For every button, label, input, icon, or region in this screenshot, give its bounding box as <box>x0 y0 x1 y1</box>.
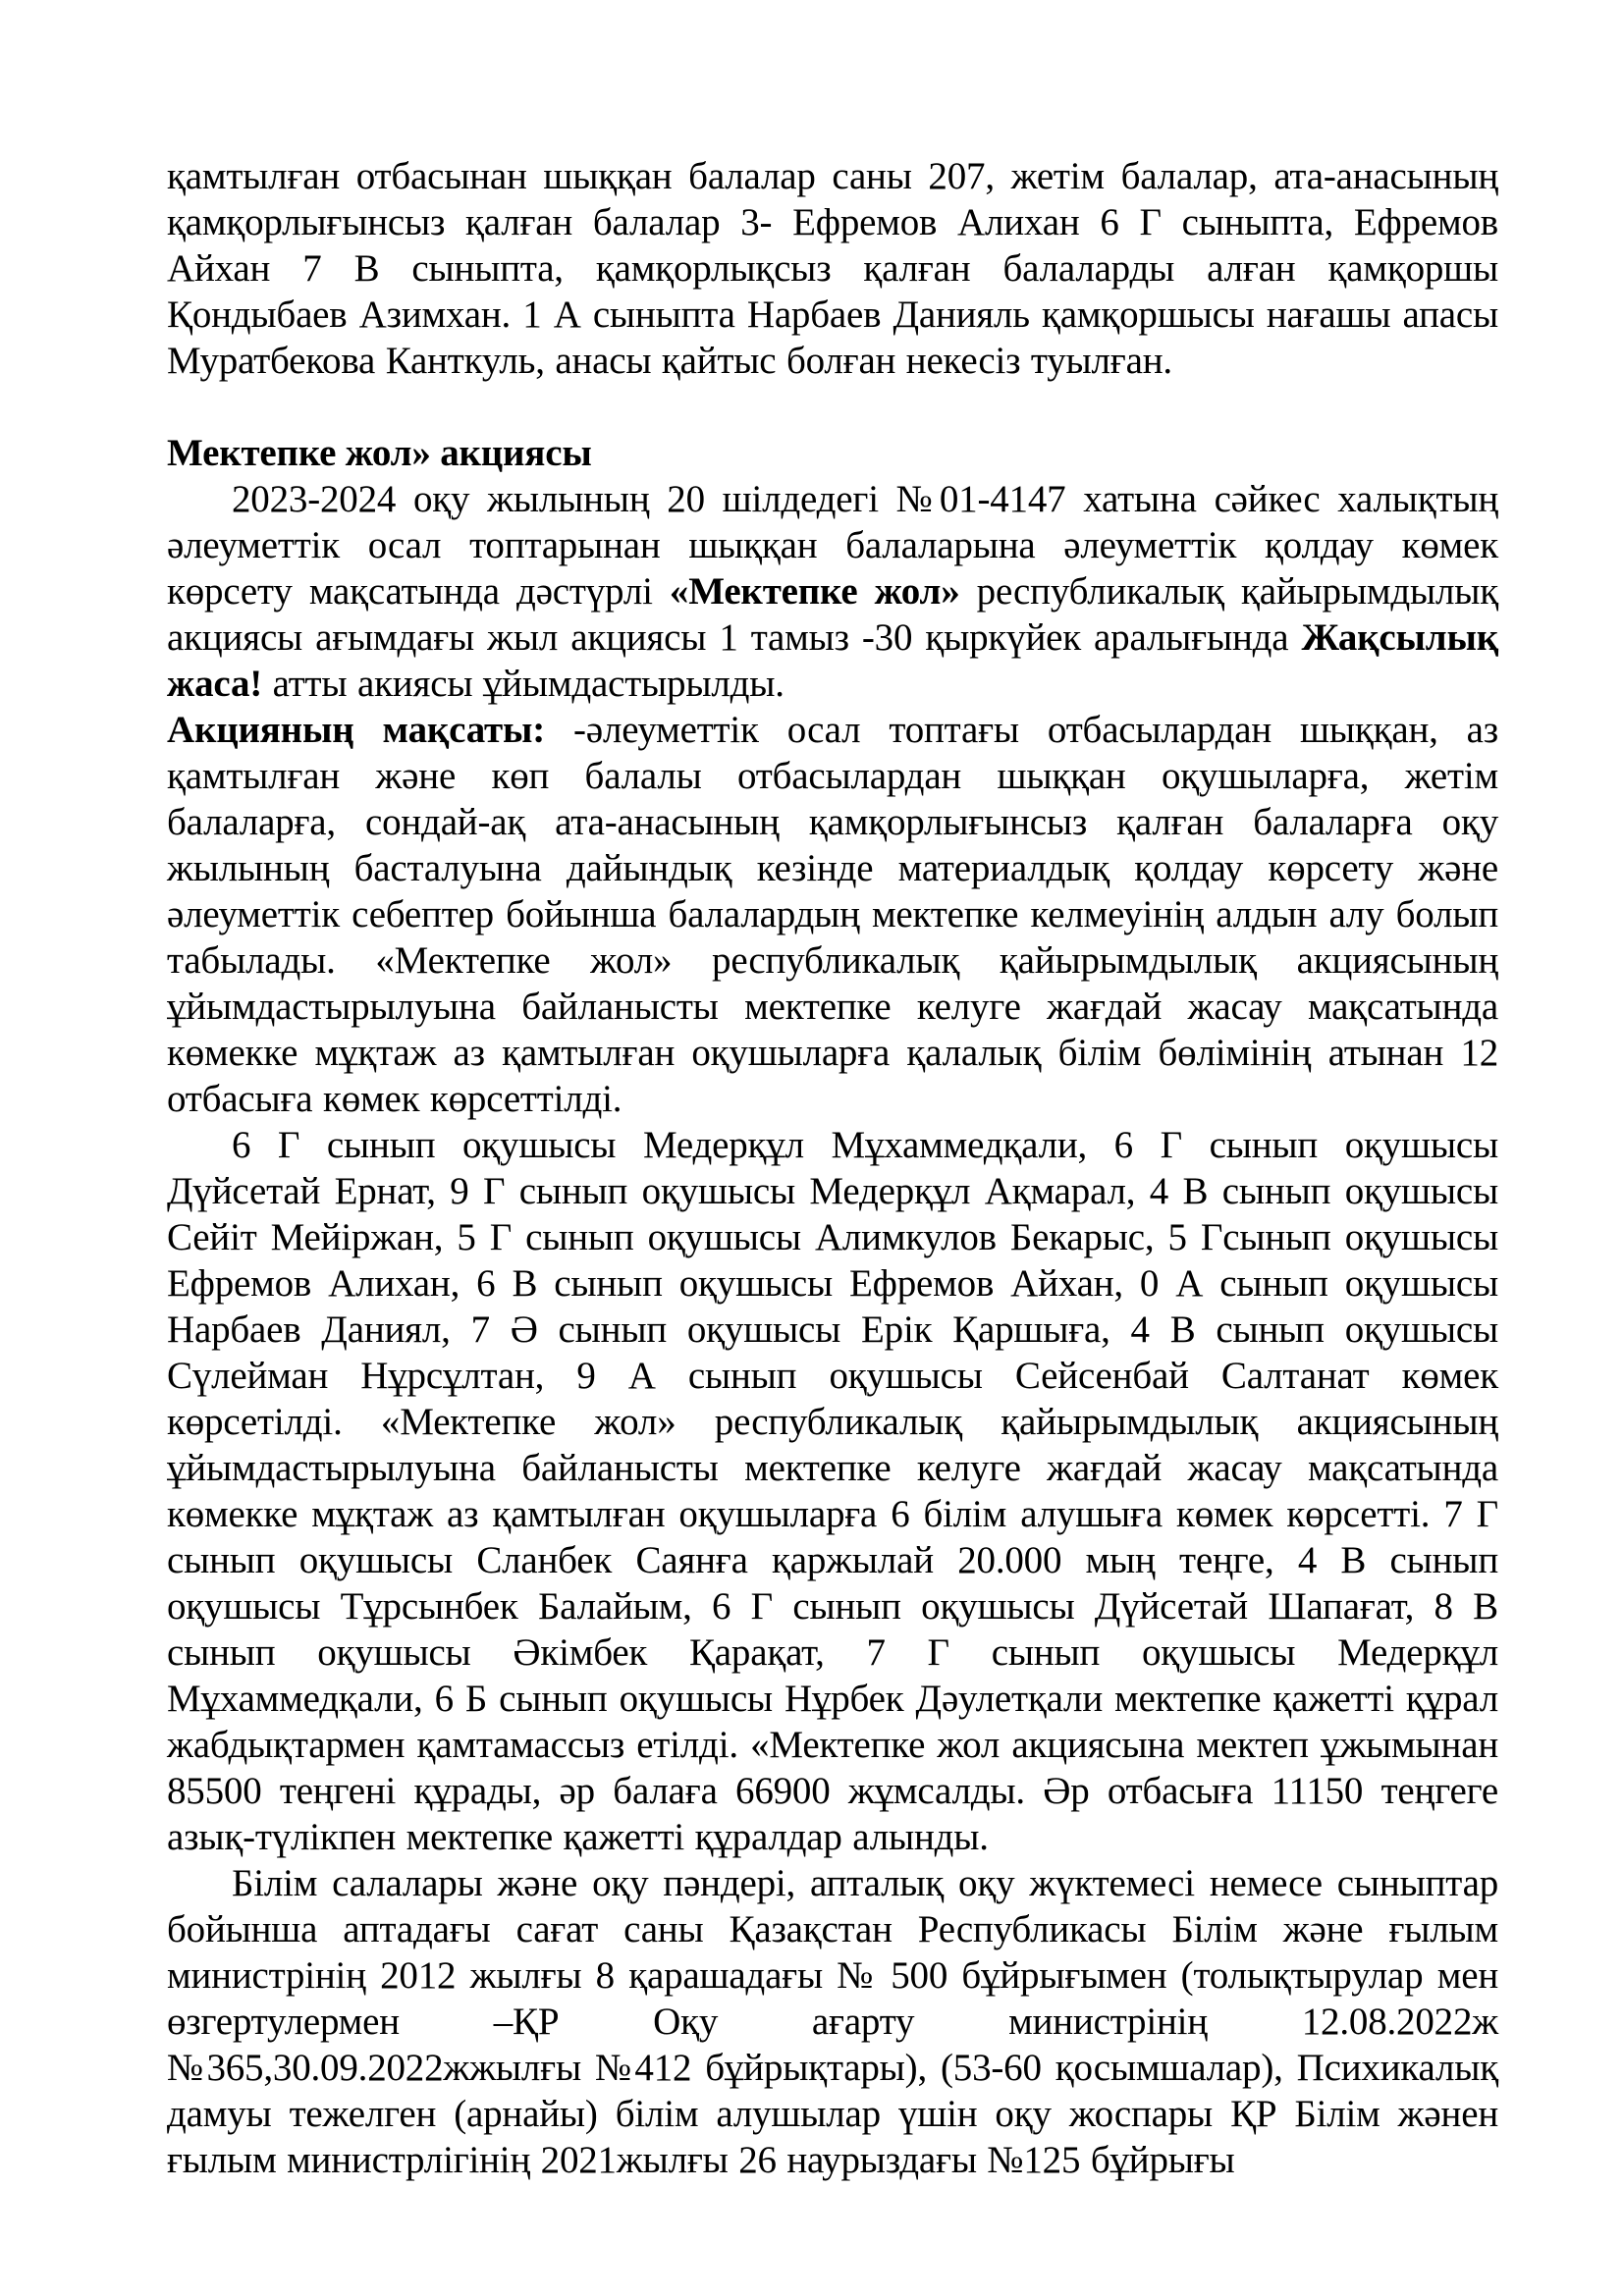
aid-recipients-paragraph: 6 Г сынып оқушысы Медерқұл Мұхаммедқали, 6 Г сынып оқушысы Дүйсетай Ернат, 9 Г сынып оқушысы Медерқұл Ақмарал, 4 В сынып оқушысы Сейіт Мейіржан, 5 Г сынып оқушысы Алимкулов Бекарыс, 5 Гсынып оқушысы Ефремов Алихан, 6 В сынып оқушысы Ефремов Айхан, 0 А сынып оқушысы Нарбаев Даниял, 7 Ә сынып оқушысы Ерік Қаршыға, 4 В сынып оқушысы Сүлейман Нұрсұлтан, 9 А сынып оқушысы Сейсенбай Салтанат көмек көрсетілді. «Мектепке жол» республикалық қайырымдылық акциясының ұйымдастырылуына байланысты мектепке келуге жағдай жасау мақсатында көмекке мұқтаж аз қамтылған оқушыларға 6 білім алушыға көмек көрсетті. 7 Г сынып оқушысы Сланбек Саянға қаржылай 20.000 мың теңге, 4 В сынып оқушысы Тұрсынбек Балайым, 6 Г сынып оқушысы Дүйсетай Шапағат, 8 В сынып оқушысы Әкімбек Қарақат, 7 Г сынып оқушысы Медерқұл Мұхаммедқали, 6 Б сынып оқушысы Нұрбек Дәулетқали мектепке қажетті құрал жабдықтармен қамтамассыз етілді. «Мектепке жол акциясына мектеп ұжымынан 85500 теңгені құрады, әр балаға 66900 жұмсалды. Әр отбасыға 11150 теңгеге азық-түлікпен мектепке қажетті құралдар алынды. <box>167 1124 1498 1858</box>
text-run: атты акиясы ұйымдастырылды. <box>262 663 784 705</box>
bold-run-mektepke-zhol: «Мектепке жол» <box>669 570 960 613</box>
bold-run-goal-label: Акцияның мақсаты: <box>167 709 546 751</box>
curriculum-paragraph: Білім салалары және оқу пәндері, апталық оқу жүктемесі немесе сыныптар бойынша аптадағы сағат саны Қазақстан Республикасы Білім және ғылым министрінің 2012 жылғы 8 қарашадағы № 500 бұйрығымен (толықтырулар мен өзгертулермен –ҚР Оқу ағарту министрінің 12.08.2022ж №365,30.09.2022жжылғы №412 бұйрықтары), (53-60 қосымшалар), Психикалық дамуы тежелген (арнайы) білім алушылар үшін оқу жоспары ҚР Білім жәнен ғылым министрлігінің 2021жылғы 26 наурыздағы №125 бұйрығы <box>167 1862 1498 2181</box>
campaign-goal-paragraph <box>167 707 1498 1122</box>
document-content <box>167 153 1498 2183</box>
campaign-announcement-paragraph <box>167 476 1498 707</box>
school-road-heading: Мектепке жол» акциясы <box>167 432 592 474</box>
continuation-paragraph: қамтылған отбасынан шыққан балалар саны 207, жетім балалар, ата-анасының қамқорлығынсыз қалған балалар 3- Ефремов Алихан 6 Г сыныпта, Ефремов Айхан 7 В сыныпта, қамқорлықсыз қалған балаларды алған қамқоршы Қондыбаев Азимхан. 1 А сыныпта Нарбаев Данияль қамқоршысы нағашы апасы Муратбекова Канткуль, анасы қайтыс болған некесіз туылған. <box>167 155 1498 382</box>
text-run: 2023-2024 оқу жылының 20 шілдедегі №01-4147 хатына сәйкес халықтың әлеуметтік осал топтарынан шыққан балаларына әлеуметтік қолдау көмек көрсету мақсатында дәстүрлі <box>167 478 1498 613</box>
bold-run-zhaksylyk-zhasa: Жақсылық жаса! <box>167 616 1498 705</box>
text-run: республикалық қайырымдылық акциясы ағымдағы жыл акциясы 1 тамыз -30 қыркүйек аралығында <box>167 570 1498 659</box>
text-run: -әлеуметтік осал топтағы отбасылардан шыққан, аз қамтылған және көп балалы отбасылардан шыққан оқушыларға, жетім балаларға, сондай-ақ ата-анасының қамқорлығынсыз қалған балаларға оқу жылының басталуына дайындық кезінде материалдық қолдау көрсету және әлеуметтік себептер бойынша балалардың мектепке келмеуінің алдын алу болып табылады. «Мектепке жол» республикалық қайырымдылық акциясының ұйымдастырылуына байланысты мектепке келуге жағдай жасау мақсатында көмекке мұқтаж аз қамтылған оқушыларға қалалық білім бөлімінің атынан 12 отбасыға көмек көрсеттілді. <box>167 709 1499 1120</box>
